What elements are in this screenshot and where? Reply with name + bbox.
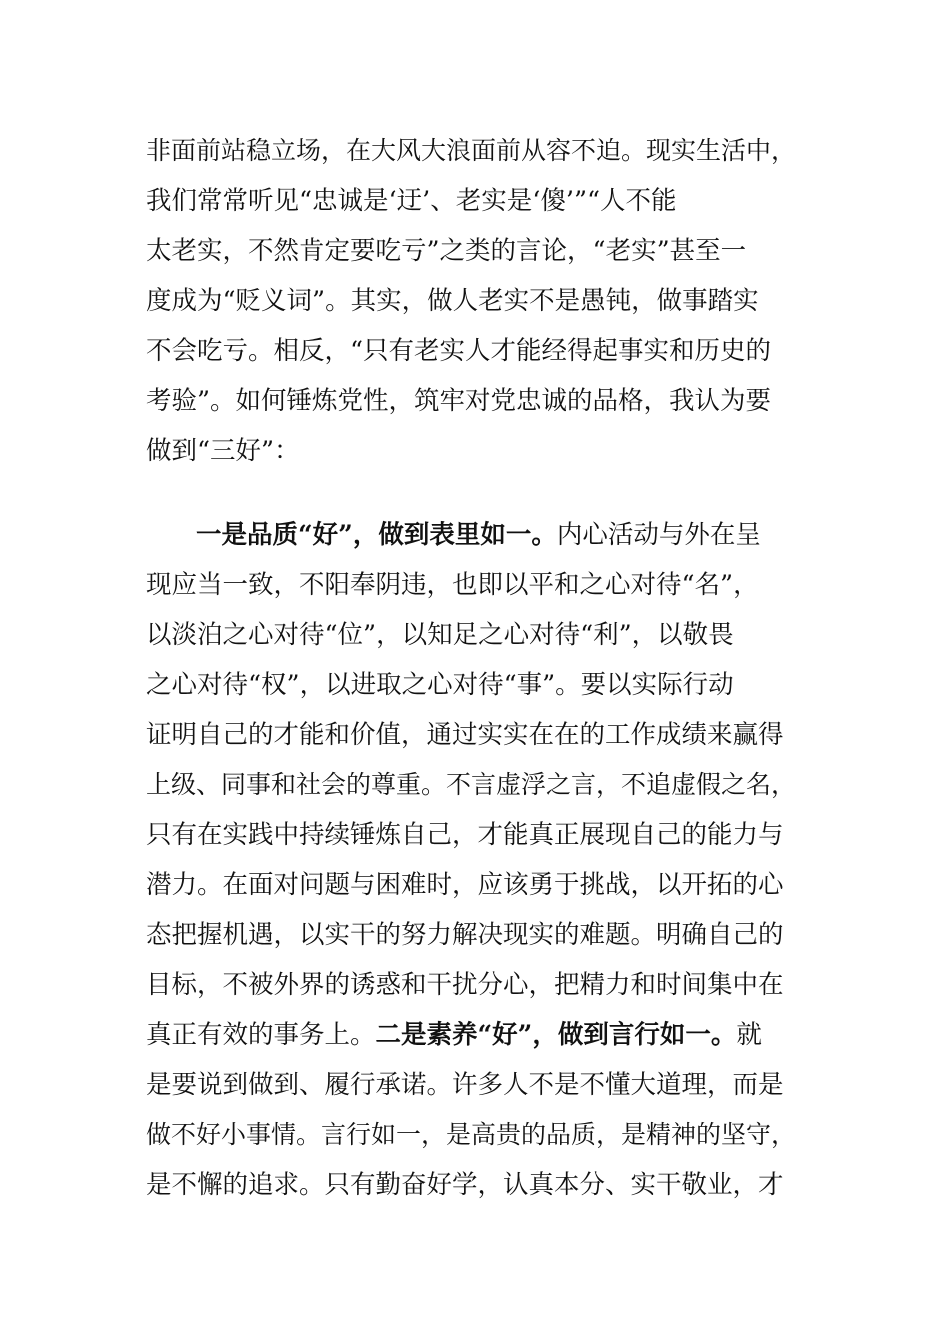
text-line: 做到“三好”：	[146, 436, 300, 466]
text-run: 真正有效的事务上。	[146, 1020, 376, 1050]
text-line: 考验”。如何锤炼党性，筑牢对党忠诚的品格，我认为要	[146, 386, 772, 416]
text-line: 太老实，不然肯定要吃亏”之类的言论，“老实”甚至一	[146, 236, 747, 266]
text-line: 只有在实践中持续锤炼自己，才能真正展现自己的能力与	[146, 820, 784, 850]
text-line: 证明自己的才能和价值，通过实实在在的工作成绩来赢得	[146, 720, 784, 750]
text-line: 以淡泊之心对待“位”，以知足之心对待“利”，以敬畏	[146, 620, 734, 650]
text-line: 潜力。在面对问题与困难时，应该勇于挑战，以开拓的心	[146, 870, 784, 900]
section-heading-2: 二是素养“好”，做到言行如一。	[375, 1020, 737, 1050]
section-heading-1: 一是品质“好”，做到表里如一。	[196, 520, 557, 550]
text-line: 上级、同事和社会的尊重。不言虚浮之言，不追虚假之名，	[146, 770, 797, 799]
text-line: 态把握机遇，以实干的努力解决现实的难题。明确自己的	[146, 920, 784, 950]
text-line: 我们常常听见“忠诚是‘迂’、老实是‘傻’”“人不能	[146, 186, 677, 216]
text-run: 内心活动与外在呈	[556, 520, 761, 550]
text-line: 是要说到做到、履行承诺。许多人不是不懂大道理，而是	[146, 1070, 784, 1100]
paragraph-first-line	[196, 515, 806, 555]
text-run: 就	[736, 1020, 762, 1050]
text-line: 是不懈的追求。只有勤奋好学，认真本分、实干敬业，才	[146, 1170, 784, 1200]
text-line: 现应当一致，不阳奉阴违，也即以平和之心对待“名”，	[146, 570, 759, 600]
text-line: 之心对待“权”，以进取之心对待“事”。要以实际行动	[146, 670, 734, 700]
mixed-line	[146, 1015, 806, 1055]
text-line: 目标，不被外界的诱惑和干扰分心，把精力和时间集中在	[146, 970, 784, 1000]
text-line: 不会吃亏。相反，“只有老实人才能经得起事实和历史的	[146, 336, 772, 366]
text-line: 做不好小事情。言行如一，是高贵的品质，是精神的坚守，	[146, 1120, 797, 1149]
text-line: 非面前站稳立场，在大风大浪面前从容不迫。现实生活中，	[146, 136, 797, 165]
text-line: 度成为“贬义词”。其实，做人老实不是愚钝，做事踏实	[146, 286, 759, 316]
